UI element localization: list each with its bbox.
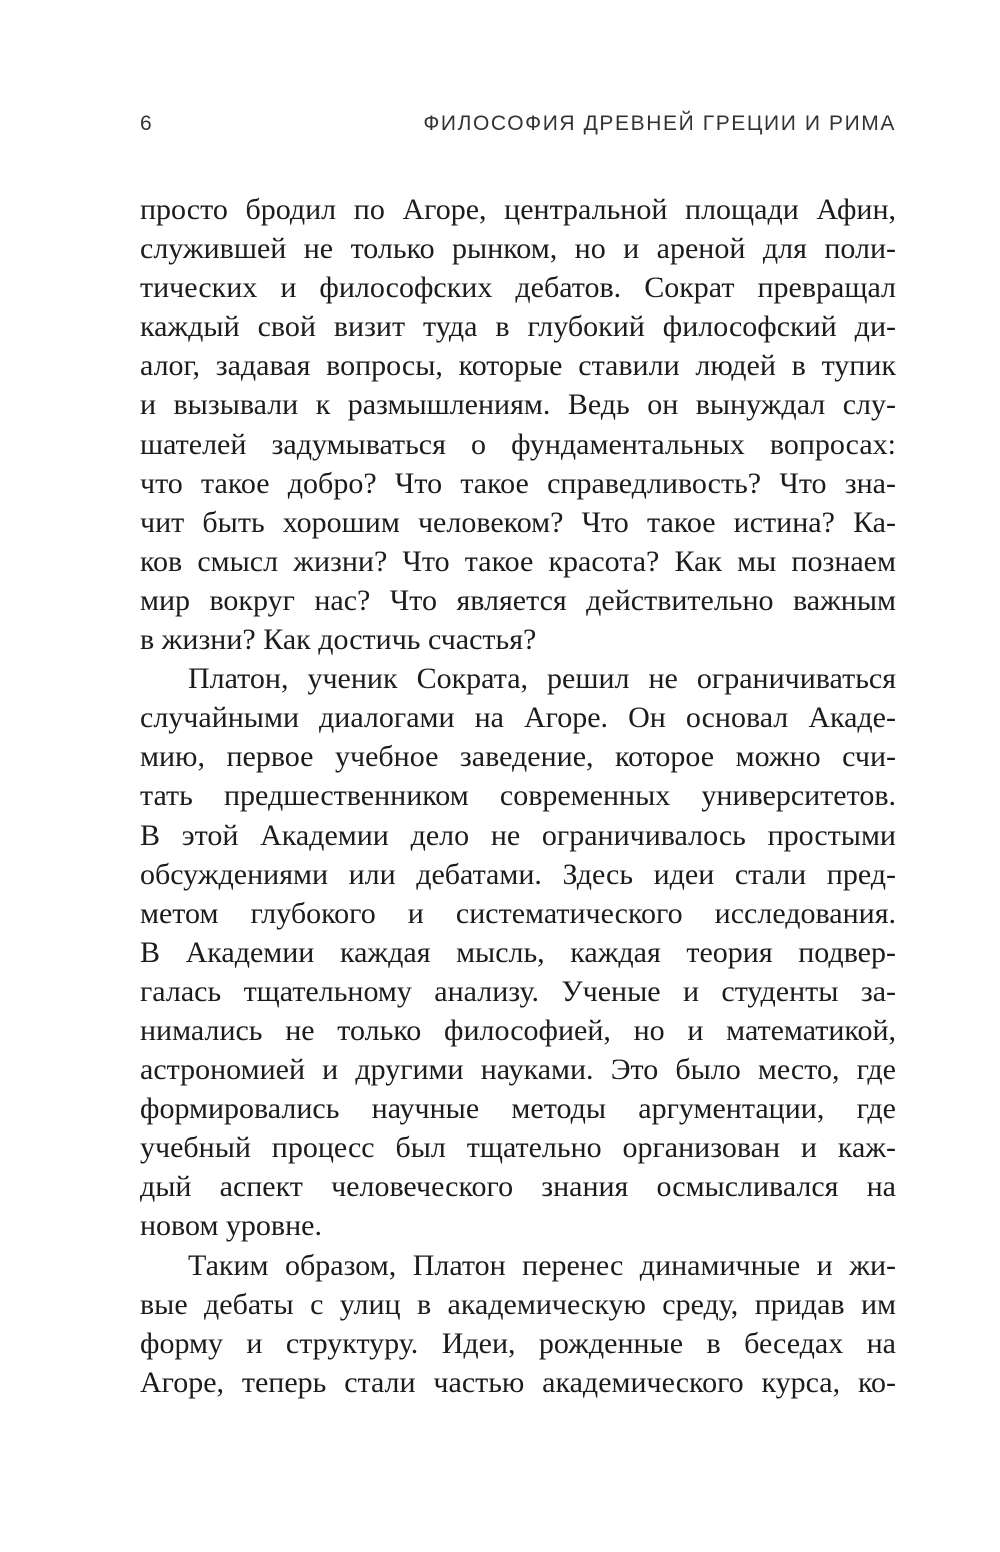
text-line: Платон, ученик Сократа, решил не ограничиваться bbox=[188, 662, 896, 696]
text-line: служившей не только рынком, но и ареной для поли- bbox=[140, 232, 896, 266]
body-text bbox=[140, 190, 896, 1402]
text-line: мию, первое учебное заведение, которое можно счи- bbox=[140, 740, 896, 774]
text-line: чит быть хорошим человеком? Что такое истина? Ка- bbox=[140, 505, 896, 539]
text-line: мир вокруг нас? Что является действительно важным bbox=[140, 583, 896, 617]
text-line: Таким образом, Платон перенес динамичные и жи- bbox=[188, 1248, 896, 1282]
text-line: Агоре, теперь стали частью академического курса, ко- bbox=[140, 1365, 896, 1399]
text-line: обсуждениями или дебатами. Здесь идеи стали пред- bbox=[140, 857, 896, 891]
running-title: ФИЛОСОФИЯ ДРЕВНЕЙ ГРЕЦИИ И РИМА bbox=[423, 112, 896, 135]
paragraph bbox=[140, 659, 896, 1245]
text-line: вые дебаты с улиц в академическую среду, придав им bbox=[140, 1287, 896, 1321]
text-line: В этой Академии дело не ограничивалось простыми bbox=[140, 818, 896, 852]
text-line: просто бродил по Агоре, центральной площади Афин, bbox=[140, 193, 896, 226]
running-head bbox=[140, 112, 896, 144]
text-line: дый аспект человеческого знания осмысливался на bbox=[140, 1170, 896, 1204]
text-line: В Академии каждая мысль, каждая теория подвер- bbox=[140, 935, 896, 969]
text-line: метом глубокого и систематического исследования. bbox=[140, 896, 896, 930]
text-line: тать предшественником современных университетов. bbox=[140, 779, 896, 813]
text-line: учебный процесс был тщательно организован и каж- bbox=[140, 1131, 896, 1165]
text-line: ков смысл жизни? Что такое красота? Как мы познаем bbox=[140, 544, 896, 578]
paragraph bbox=[140, 190, 896, 659]
text-line: в жизни? Как достичь счастья? bbox=[140, 623, 537, 657]
text-line: нимались не только философией, но и математикой, bbox=[140, 1013, 896, 1047]
text-line: новом уровне. bbox=[140, 1209, 322, 1243]
text-line: формировались научные методы аргументации, где bbox=[140, 1092, 896, 1126]
text-line: что такое добро? Что такое справедливость? Что зна- bbox=[140, 466, 896, 500]
text-line: случайными диалогами на Агоре. Он основал Акаде- bbox=[140, 701, 896, 735]
text-line: каждый свой визит туда в глубокий философский ди- bbox=[140, 310, 896, 344]
text-line: шателей задумываться о фундаментальных вопросах: bbox=[140, 427, 896, 461]
text-line: и вызывали к размышлениям. Ведь он вынуждал слу- bbox=[140, 388, 896, 422]
text-line: алог, задавая вопросы, которые ставили людей в тупик bbox=[140, 349, 896, 383]
text-line: галась тщательному анализу. Ученые и студенты за- bbox=[140, 974, 896, 1008]
text-line: тических и философских дебатов. Сократ превращал bbox=[140, 271, 896, 305]
text-line: астрономией и другими науками. Это было место, где bbox=[140, 1053, 896, 1087]
paragraph bbox=[140, 1246, 896, 1402]
page-number: 6 bbox=[140, 112, 152, 135]
text-line: форму и структуру. Идеи, рожденные в беседах на bbox=[140, 1326, 896, 1360]
